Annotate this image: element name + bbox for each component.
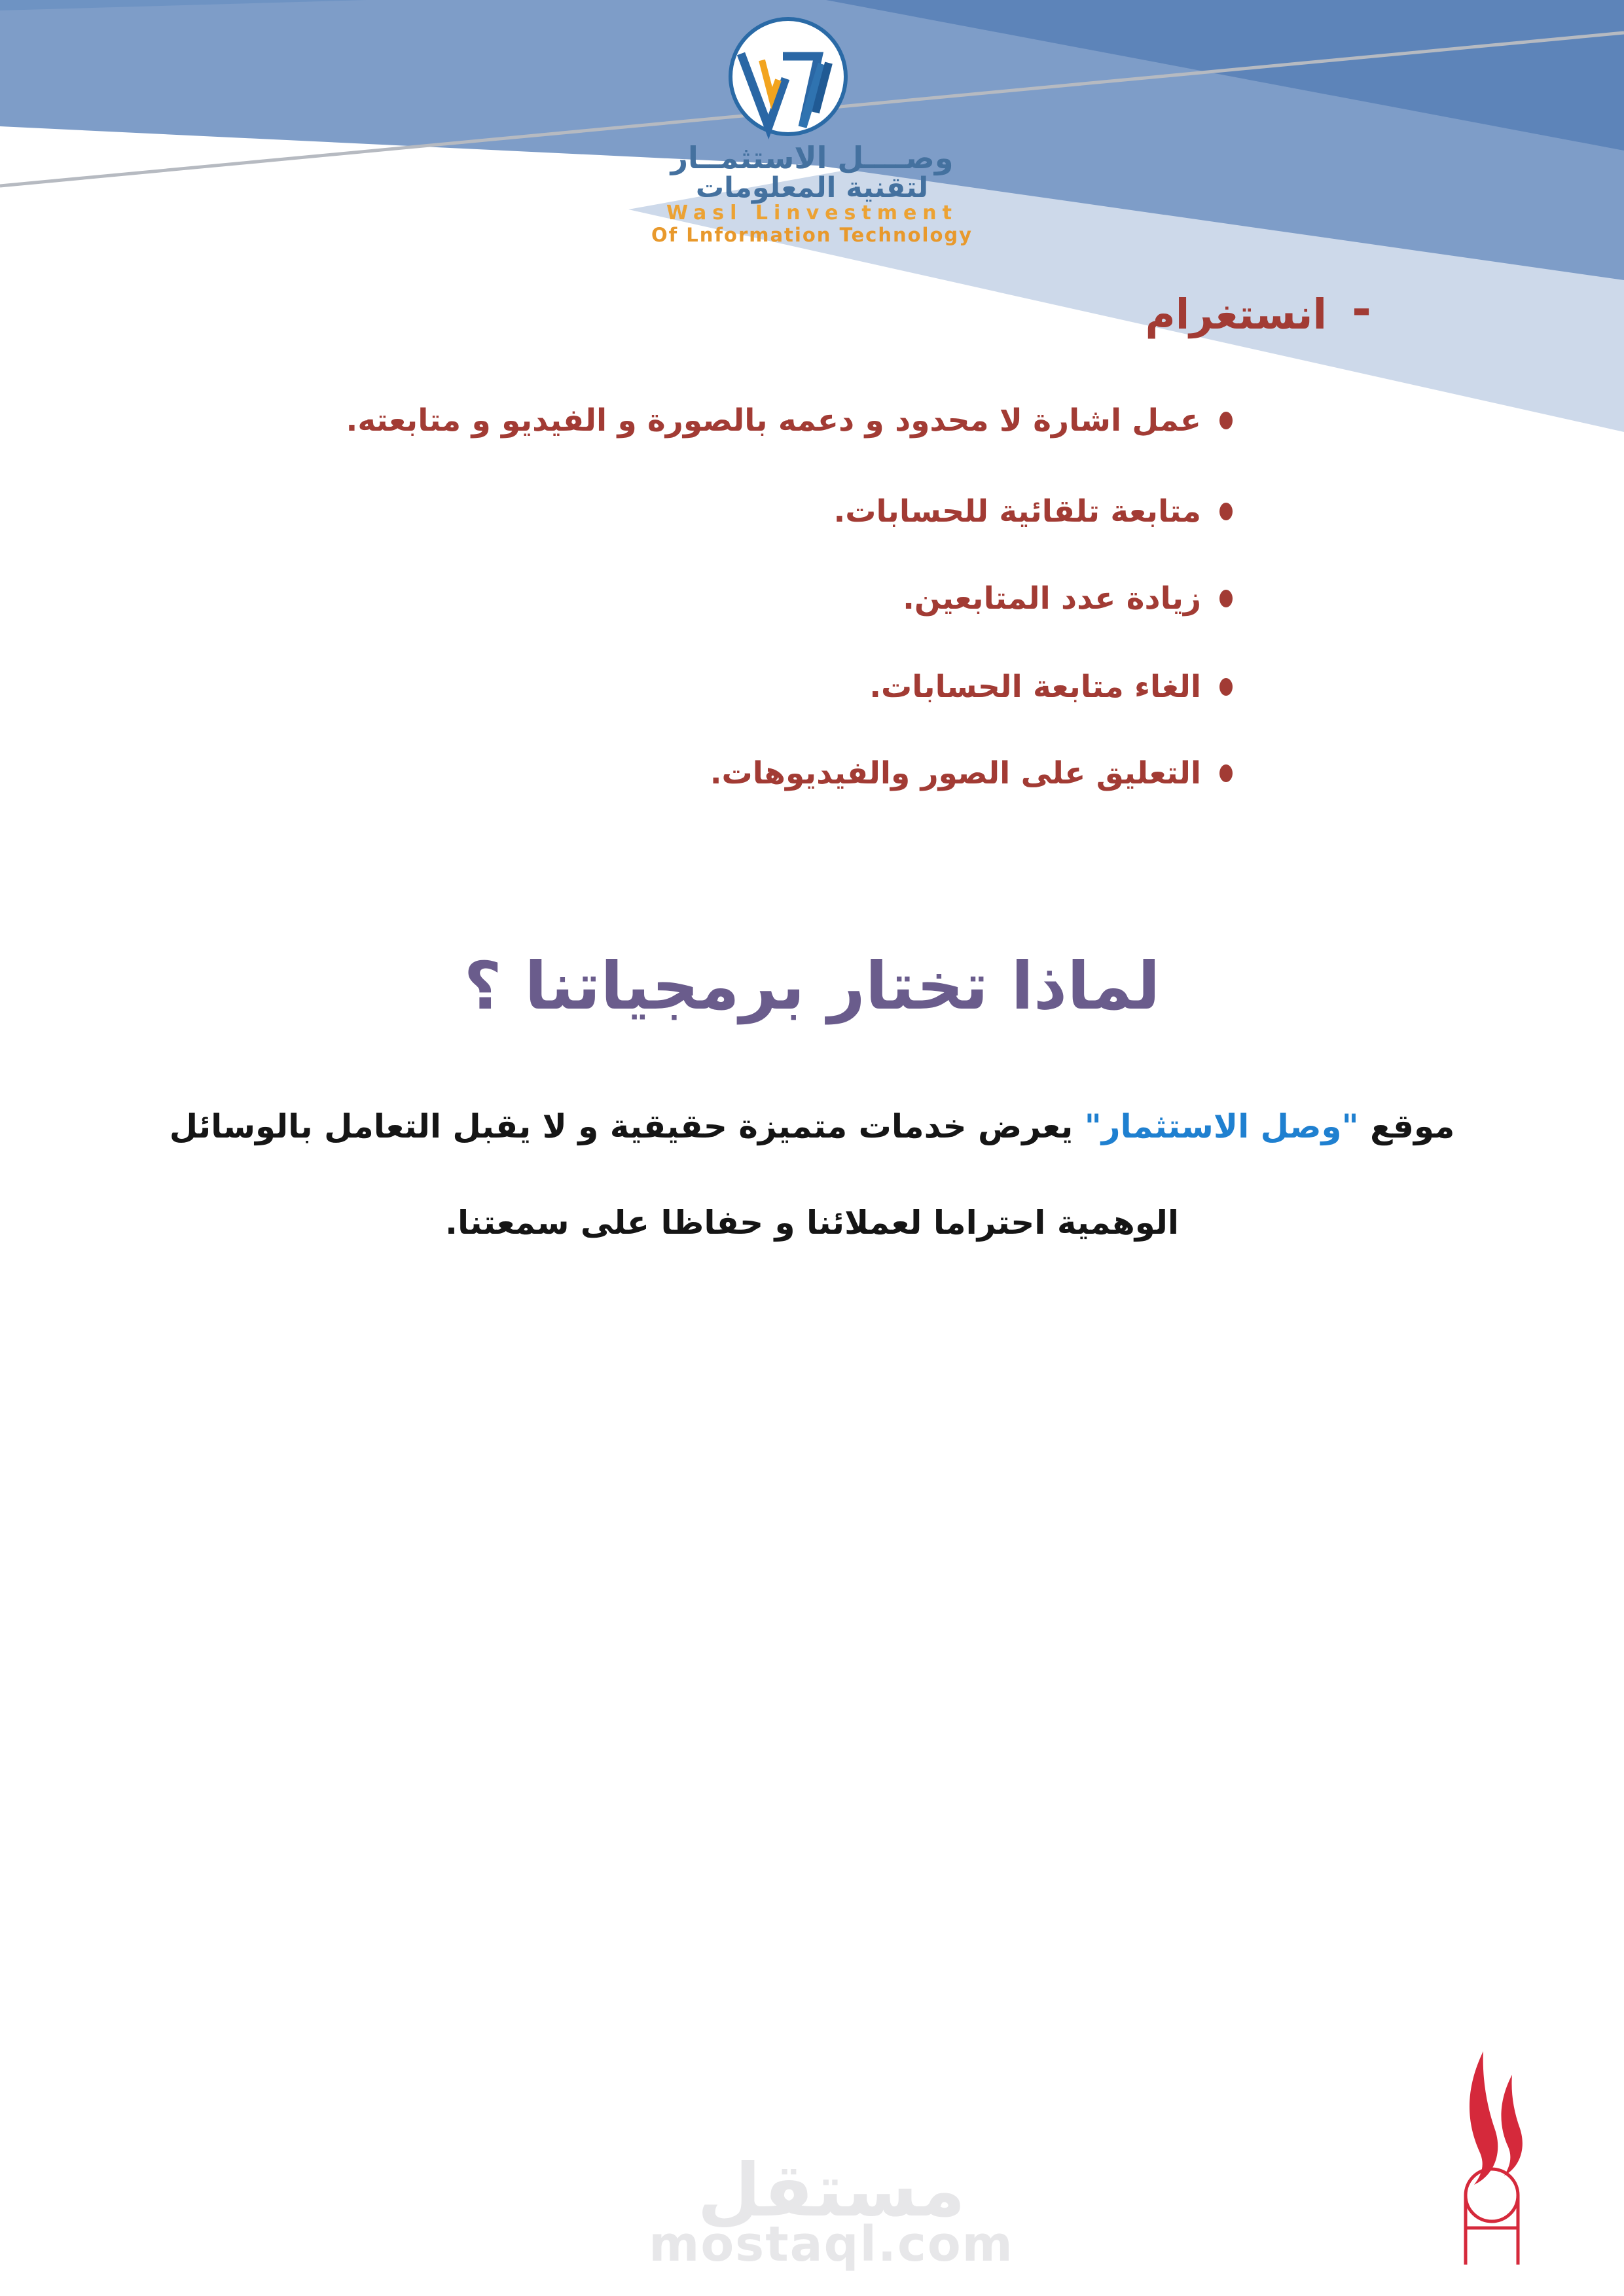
list-item [869,667,1233,707]
list-item [903,579,1233,619]
why-paragraph-line1 [0,1106,1624,1147]
list-item [346,401,1233,440]
list-item [833,492,1233,531]
list-item-label: التعليق على الصور والفيديوهات. [710,755,1201,791]
watermark-domain: mostaql.com [649,2216,1014,2272]
section-title: انستغرام [1145,290,1327,338]
flame-tongue-large [1470,2051,1498,2185]
torch-circle [1466,2169,1518,2221]
brand-mention: "وصل الاستثمار" [1084,1107,1359,1145]
list-dash-marker: - [1352,281,1371,336]
brand-arabic-name: وصــــل الاستثمــار [670,140,954,175]
torch-flame-logo-icon [1440,2024,1545,2272]
list-item-label: الغاء متابعة الحسابات. [869,669,1201,705]
list-item [710,753,1233,793]
watermark-arabic: مستقل [697,2148,965,2233]
bullet-dot-icon [1219,764,1233,782]
flame-tongue-small [1501,2075,1522,2176]
list-item-label: متابعة تلقائية للحسابات. [833,493,1201,529]
why-paragraph-line2: الوهمية احتراما لعملائنا و حفاظا على سمعتنا. [444,1203,1180,1242]
brand-english-name: Wasl Linvestment [666,202,958,224]
bullet-dot-icon [1219,678,1233,696]
why-paragraph [0,1106,1624,1243]
brand-english-subtitle: Of Lnformation Technology [651,224,973,246]
company-logo-icon [731,19,846,134]
bullet-dot-icon [1219,412,1233,429]
bullet-dot-icon [1219,503,1233,520]
bullet-dot-icon [1219,590,1233,607]
list-item-label: زيادة عدد المتابعين. [903,581,1201,617]
para-pre: موقع [1358,1107,1455,1145]
para-post: يعرض خدمات متميزة حقيقية و لا يقبل التعامل بالوسائل [169,1107,1085,1145]
section-heading-instagram [1145,281,1371,338]
list-item-label: عمل اشارة لا محدود و دعمه بالصورة و الفيديو و متابعته. [346,403,1201,439]
why-title: لماذا تختار برمجياتنا ؟ [463,948,1161,1024]
brand-arabic-subtitle: لتقنية المعلومات [695,171,929,204]
